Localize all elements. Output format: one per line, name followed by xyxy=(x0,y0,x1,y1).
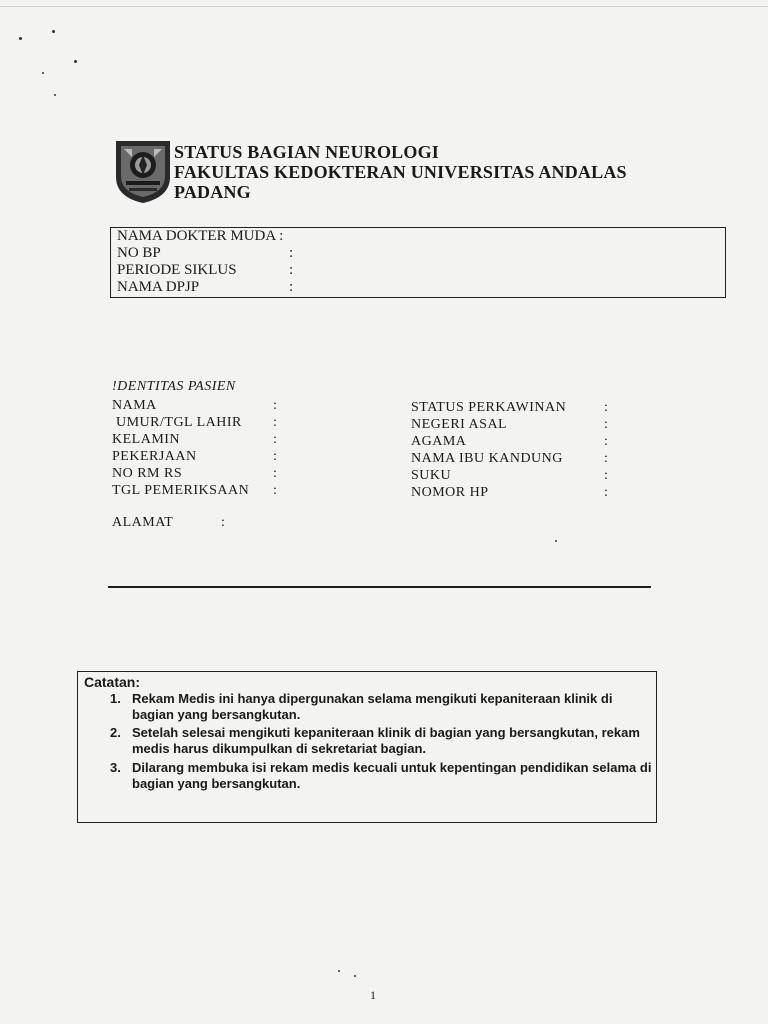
section-title-identitas-pasien: !DENTITAS PASIEN xyxy=(112,379,236,394)
field-colon: : xyxy=(604,400,608,415)
note-number: 3. xyxy=(110,760,121,775)
field-label-nama-dpjp: NAMA DPJP xyxy=(117,279,200,295)
field-label-nama: NAMA xyxy=(112,398,157,413)
field-colon: : xyxy=(221,515,225,530)
scan-speck xyxy=(19,37,22,40)
field-label-agama: AGAMA xyxy=(411,434,467,449)
field-label-negeri-asal: NEGERI ASAL xyxy=(411,417,508,432)
field-label-pekerjaan: PEKERJAAN xyxy=(112,449,197,464)
field-colon: : xyxy=(289,245,294,261)
field-colon: : xyxy=(604,468,608,483)
field-label-nama-dokter-muda: NAMA DOKTER MUDA : xyxy=(117,228,284,244)
notes-box xyxy=(77,671,657,823)
field-colon: : xyxy=(273,415,277,430)
field-label-alamat: ALAMAT xyxy=(112,515,174,530)
scan-speck xyxy=(42,72,44,74)
note-number: 1. xyxy=(110,691,121,706)
field-colon: : xyxy=(289,262,294,278)
scan-speck xyxy=(74,60,77,63)
field-colon: : xyxy=(273,466,277,481)
university-emblem-icon xyxy=(112,137,174,205)
note-text: Rekam Medis ini hanya dipergunakan selama mengikuti kepaniteraan klinik di bagian yang bersangkutan. xyxy=(132,691,613,722)
field-colon: : xyxy=(273,398,277,413)
note-number: 2. xyxy=(110,725,121,740)
header-faculty-line: FAKULTAS KEDOKTERAN UNIVERSITAS ANDALAS xyxy=(174,162,627,182)
field-label-no-rm-rs: NO RM RS xyxy=(112,466,183,481)
field-label-no-bp: NO BP xyxy=(117,245,161,261)
field-colon: : xyxy=(289,279,294,295)
field-label-nomor-hp: NOMOR HP xyxy=(411,485,489,500)
doctor-info-box xyxy=(110,227,726,298)
field-label-status-perkawinan: STATUS PERKAWINAN xyxy=(411,400,567,415)
field-label-nama-ibu-kandung: NAMA IBU KANDUNG xyxy=(411,451,563,466)
header-city-line: PADANG xyxy=(174,182,251,202)
scan-speck xyxy=(354,975,356,977)
field-colon: : xyxy=(273,432,277,447)
field-label-suku: SUKU xyxy=(411,468,452,483)
field-label-periode-siklus: PERIODE SIKLUS xyxy=(117,262,237,278)
header-title-line: STATUS BAGIAN NEUROLOGI xyxy=(174,142,439,162)
field-colon: : xyxy=(273,483,277,498)
field-colon: : xyxy=(604,434,608,449)
page-mark: 1 xyxy=(370,988,376,1002)
scan-speck xyxy=(338,970,340,972)
field-colon: : xyxy=(604,451,608,466)
notes-title: Catatan: xyxy=(84,674,141,690)
note-text: Dilarang membuka isi rekam medis kecuali untuk kepentingan pendidikan selama di bagian yang bersangkutan. xyxy=(132,760,652,791)
scan-edge-line xyxy=(0,6,768,7)
scan-speck xyxy=(52,30,55,33)
scan-speck xyxy=(54,94,56,96)
field-label-kelamin: KELAMIN xyxy=(112,432,181,447)
scan-speck xyxy=(555,540,557,542)
field-colon: : xyxy=(273,449,277,464)
field-colon: : xyxy=(604,485,608,500)
field-colon: : xyxy=(604,417,608,432)
address-underline xyxy=(108,586,651,588)
field-label-tgl-pemeriksaan: TGL PEMERIKSAAN xyxy=(112,483,250,498)
document-header xyxy=(174,142,627,202)
field-label-umur-tgl-lahir: UMUR/TGL LAHIR xyxy=(116,415,242,430)
note-text: Setelah selesai mengikuti kepaniteraan klinik di bagian yang bersangkutan, rekam medis harus dikumpulkan di sekretariat bagian. xyxy=(132,725,640,756)
